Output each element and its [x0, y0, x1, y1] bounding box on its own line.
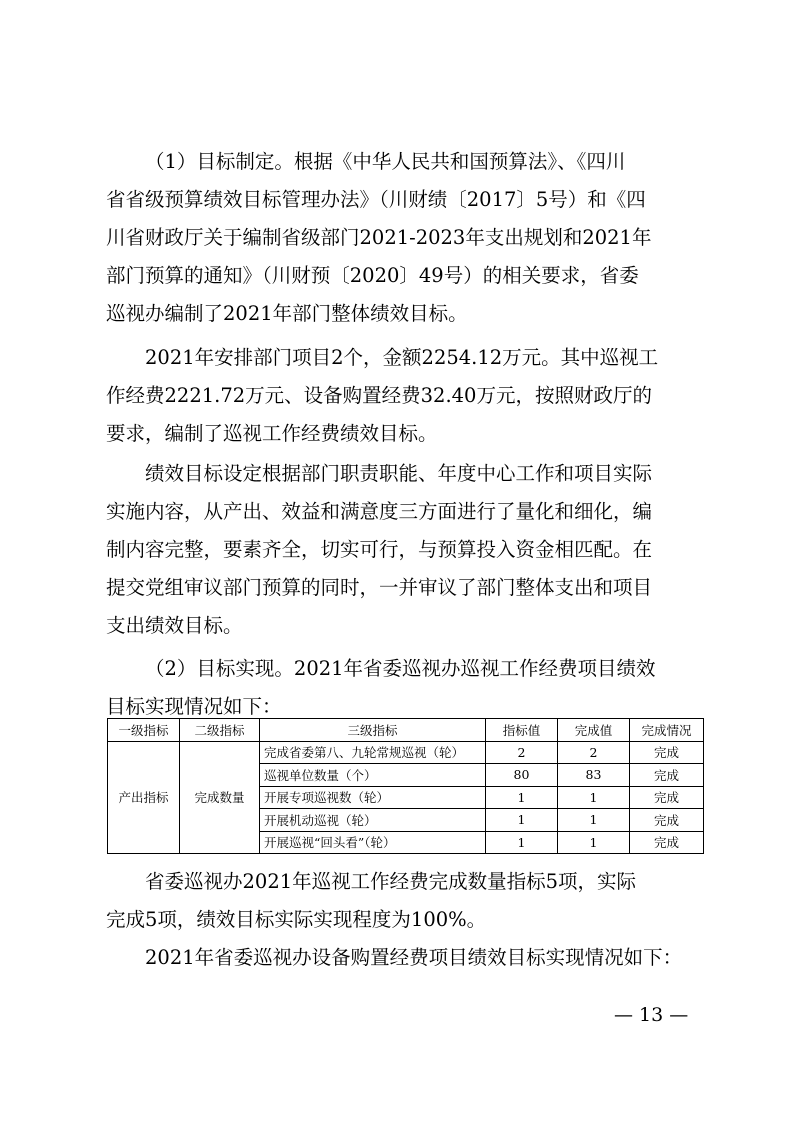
paragraph-goal-setting — [106, 143, 694, 333]
completed-value: 1 — [558, 809, 630, 832]
target-value: 1 — [486, 786, 558, 809]
indicator-name: 开展专项巡视数（轮） — [260, 786, 486, 809]
target-value: 80 — [486, 764, 558, 787]
text-line: 要求，编制了巡视工作经费绩效目标。 — [106, 422, 438, 445]
text-line: 川省财政厅关于编制省级部门2021-2023年支出规划和2021年 — [106, 226, 652, 249]
paragraph-achievement-summary — [106, 863, 694, 939]
target-value: 1 — [486, 831, 558, 854]
header-level3: 三级指标 — [260, 719, 486, 742]
text-line: 完成5项，绩效目标实际实现程度为100%。 — [106, 908, 487, 931]
text-line: 作经费2221.72万元、设备购置经费32.40万元，按照财政厅的 — [106, 384, 652, 407]
target-value: 2 — [486, 741, 558, 764]
text-line: 目标实现情况如下： — [106, 695, 282, 718]
status-value: 完成 — [630, 741, 704, 764]
header-level2: 二级指标 — [180, 719, 260, 742]
header-status: 完成情况 — [630, 719, 704, 742]
text-line: 提交党组审议部门预算的同时，一并审议了部门整体支出和项目 — [106, 576, 653, 599]
status-value: 完成 — [630, 786, 704, 809]
indicator-name: 开展机动巡视（轮） — [260, 809, 486, 832]
indicator-table — [107, 718, 704, 854]
text-line: 省委巡视办2021年巡视工作经费完成数量指标5项，实际 — [145, 870, 637, 893]
level2-cell: 完成数量 — [180, 741, 260, 854]
text-line: 2021年省委巡视办设备购置经费项目绩效目标实现情况如下： — [145, 946, 683, 969]
text-line: （2）目标实现。2021年省委巡视办巡视工作经费项目绩效 — [145, 657, 656, 680]
paragraph-project-budget — [106, 339, 694, 453]
text-line: （1）目标制定。根据《中华人民共和国预算法》、《四川 — [145, 150, 626, 173]
text-line: 部门预算的通知》（川财预〔2020〕49号）的相关要求，省委 — [106, 264, 639, 287]
header-level1: 一级指标 — [108, 719, 180, 742]
completed-value: 1 — [558, 831, 630, 854]
completed-value: 83 — [558, 764, 630, 787]
header-target: 指标值 — [486, 719, 558, 742]
table-header-row — [108, 719, 704, 742]
completed-value: 2 — [558, 741, 630, 764]
paragraph-equipment-intro — [106, 939, 694, 977]
text-line: 制内容完整，要素齐全，切实可行，与预算投入资金相匹配。在 — [106, 538, 653, 561]
indicator-name: 完成省委第八、九轮常规巡视（轮） — [260, 741, 486, 764]
paragraph-goal-achievement — [106, 650, 694, 726]
level1-cell: 产出指标 — [108, 741, 180, 854]
status-value: 完成 — [630, 809, 704, 832]
indicator-name: 开展巡视“回头看”（轮） — [260, 831, 486, 854]
text-line: 支出绩效目标。 — [106, 614, 243, 637]
status-value: 完成 — [630, 831, 704, 854]
text-line: 2021年安排部门项目2个，金额2254.12万元。其中巡视工 — [145, 346, 659, 369]
text-line: 实施内容，从产出、效益和满意度三方面进行了量化和细化，编 — [106, 500, 653, 523]
page-number: — 13 — — [614, 1004, 689, 1026]
text-line: 巡视办编制了2021年部门整体绩效目标。 — [106, 302, 468, 325]
table-row — [108, 741, 704, 764]
completed-value: 1 — [558, 786, 630, 809]
text-line: 省省级预算绩效目标管理办法》（川财绩〔2017〕5号）和《四 — [106, 188, 646, 211]
target-value: 1 — [486, 809, 558, 832]
text-line: 绩效目标设定根据部门职责职能、年度中心工作和项目实际 — [145, 462, 653, 485]
paragraph-goal-basis — [106, 455, 694, 645]
status-value: 完成 — [630, 764, 704, 787]
indicator-name: 巡视单位数量（个） — [260, 764, 486, 787]
header-completed: 完成值 — [558, 719, 630, 742]
